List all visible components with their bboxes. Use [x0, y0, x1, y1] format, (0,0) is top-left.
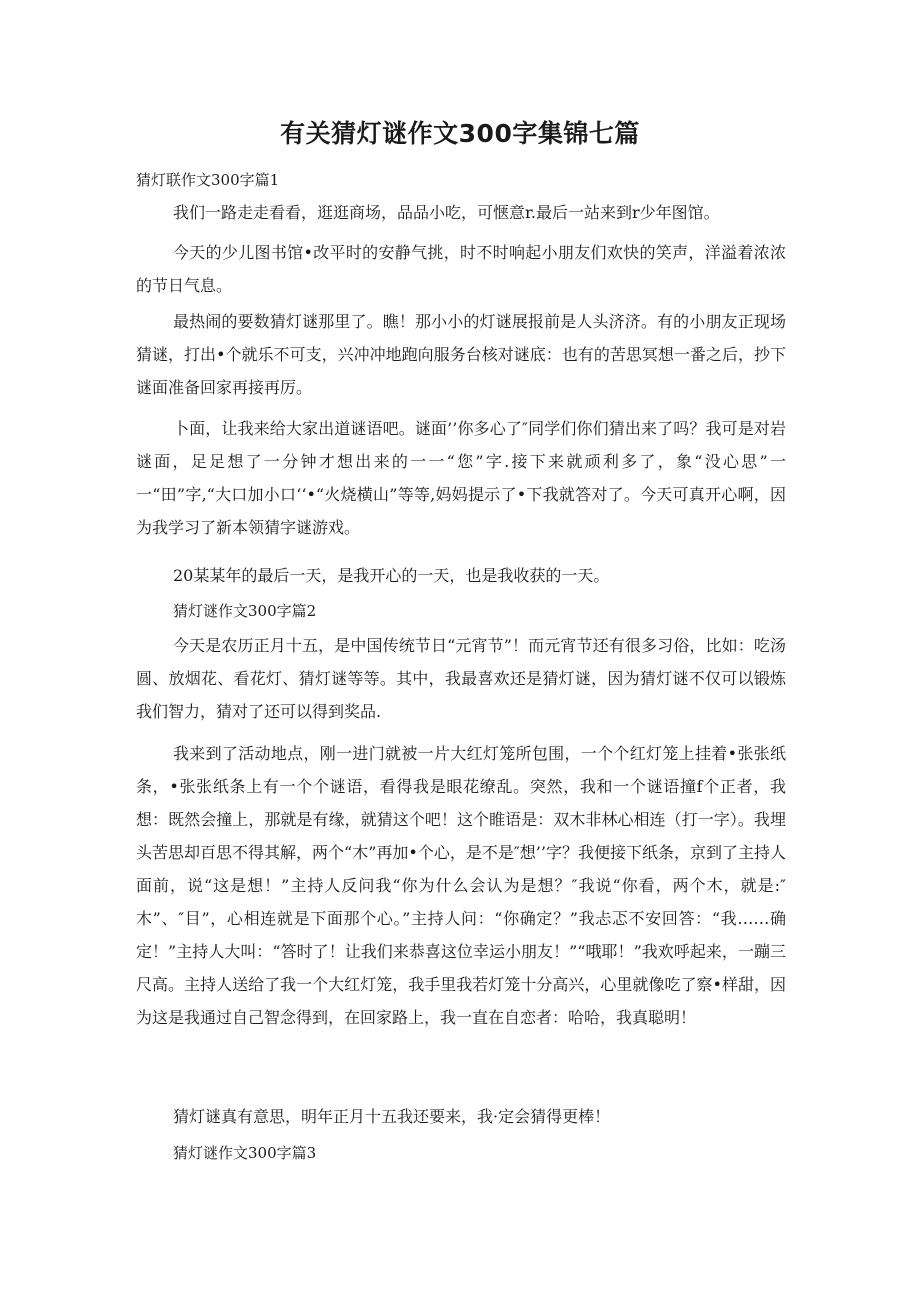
paragraph-1-5: 20某某年的最后一天，是我开心的一天，也是我收获的一天。: [173, 566, 610, 585]
paragraph-2-2: 我来到了活动地点，刚一进门就被一片大红灯笼所包围，一个个红灯笼上挂着•张张纸条，•张张纸条上有一个个谜语，看得我是眼花缭乱。突然，我和一个谜语撞f个正者，我想：既然会撞上，那就是有缘，就猜这个吧！这个睢语是：双木非林心相连（打一字）。我埋头苦思却百思不得其解，两个“木”再加•个心，是不是″想’’字？我便接下纸条，京到了主持人面前，说“这是想！”主持人反问我“你为什么会认为是想？″我说“你看，两个木，就是:″木”、″目”，心相连就是下面那个心。”主持人问：“你确定？”我忐忑不安回答：“我……确定！”主持人大叫：“答时了！让我们来恭喜这位幸运小朋友！”“哦耶！”我欢呼起来，一蹦三尺高。主持人送给了我一个大红灯笼，我手里我若灯笼十分高兴，心里就像吃了察•样甜，因为这是我通过自己智念得到，在回家路上，我一直在自恋者：哈哈，我真聪明！: [136, 744, 786, 1027]
paragraph-1-4: 卜面，让我来给大家出道谜语吧。谜面’’你多心了″同学们你们猜出来了吗？我可是对岩谜面，足足想了一分钟才想出来的一一“您”字.接下来就顽利多了，象“没心思”一一“田”字,“大口加小口‘‘•“火烧横山”等等,妈妈提示了•下我就答对了。今天可真开心啊，因为我学习了新本领猜字谜游戏。: [136, 419, 786, 537]
paragraph-2-3: 猜灯谜真有意思，明年正月十五我还要来，我·定会猜得更棒！: [173, 1107, 611, 1126]
paragraph-1-2: 今天的少儿图书馆•改平时的安静气挑，时不时响起小朋友们欢快的笑声，洋溢着浓浓的节日气息。: [136, 243, 786, 295]
page-title: 有关猜灯谜作文300字集锦七篇: [280, 119, 640, 148]
section-heading-1: 猜灯联作文300字篇1: [136, 171, 280, 189]
paragraph-1-3: 最热闹的要数猜灯谜那里了。瞧！那小小的灯谜展报前是人头济济。有的小朋友正现场猜谜，打出•个就乐不可支，兴冲冲地跑向服务台核对谜底：也有的苦思冥想一番之后，抄下谜面准备回家再接再厉。: [136, 312, 786, 397]
section-heading-2: 猜灯谜作文300字篇2: [173, 602, 317, 620]
section-heading-3: 猜灯谜作文300字篇3: [173, 1144, 317, 1162]
paragraph-1-1: 我们一路走走看看，逛逛商场，品品小吃，可惬意r.最后一站来到r少年图馆。: [173, 203, 720, 222]
paragraph-2-1: 今天是农历正月十五，是中国传统节日“元宵节”！而元宵节还有很多习俗，比如：吃汤圆、放烟花、看花灯、猜灯谜等等。其中，我最喜欢还是猜灯谜，因为猜灯谜不仅可以锻炼我们智力，猜对了还可以得到奖品.: [136, 636, 786, 721]
